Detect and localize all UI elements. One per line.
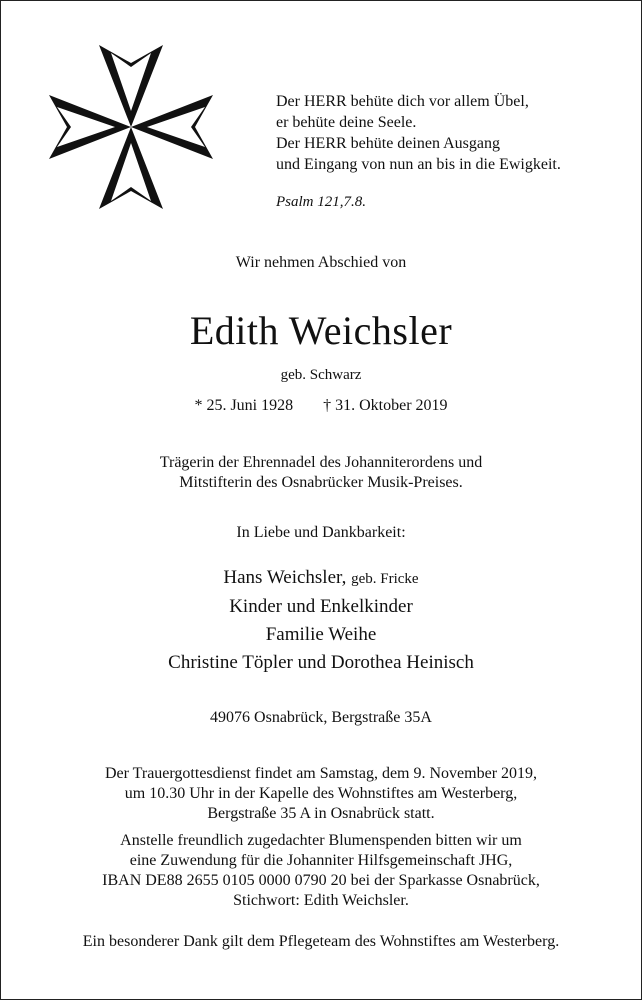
- donation-line: IBAN DE88 2655 0105 0000 0790 20 bei der Sparkasse Osnabrück,: [102, 872, 540, 889]
- deceased-name: Edith Weichsler: [189, 308, 453, 353]
- birth-date: * 25. Juni 1928: [194, 397, 294, 414]
- honors-text: [1, 453, 641, 493]
- maltese-cross-icon: [49, 45, 213, 209]
- life-dates: [1, 397, 641, 415]
- donation-line: Anstelle freundlich zugedachter Blumenspenden bitten wir um: [120, 832, 522, 849]
- mourner-maiden-name: geb. Fricke: [351, 571, 419, 587]
- service-line: Der Trauergottesdienst findet am Samstag, dem 9. November 2019,: [104, 765, 538, 782]
- bible-verse: [276, 91, 561, 175]
- verse-line: Der HERR behüte dich vor allem Übel,: [276, 93, 529, 110]
- donation-info: [1, 831, 641, 911]
- mourner-entry: [1, 564, 641, 593]
- verse-reference: Psalm 121,7.8.: [276, 194, 366, 210]
- verse-line: er behüte deine Seele.: [276, 114, 417, 131]
- mourner-entry: Kinder und Enkelkinder: [229, 596, 413, 617]
- verse-line: Der HERR behüte deinen Ausgang: [276, 135, 500, 152]
- maiden-name: geb. Schwarz: [280, 367, 362, 383]
- service-line: Bergstraße 35 A in Osnabrück statt.: [207, 805, 435, 822]
- family-address: 49076 Osnabrück, Bergstraße 35A: [210, 709, 432, 726]
- verse-line: und Eingang von nun an bis in die Ewigkeit.: [276, 156, 561, 173]
- gratitude-line: In Liebe und Dankbarkeit:: [236, 524, 406, 541]
- death-date: † 31. Oktober 2019: [323, 397, 448, 414]
- donation-line: eine Zuwendung für die Johanniter Hilfsgemeinschaft JHG,: [129, 852, 513, 869]
- intro-text: Wir nehmen Abschied von: [235, 254, 407, 271]
- mourner-name: Hans Weichsler,: [223, 567, 347, 588]
- mourner-entry: Familie Weihe: [265, 624, 377, 645]
- service-info: [1, 764, 641, 824]
- service-line: um 10.30 Uhr in der Kapelle des Wohnstiftes am Westerberg,: [124, 785, 518, 802]
- mourner-entry: Christine Töpler und Dorothea Heinisch: [168, 652, 474, 673]
- donation-line: Stichwort: Edith Weichsler.: [233, 892, 409, 909]
- mourners-list: [1, 564, 641, 677]
- honors-line: Trägerin der Ehrennadel des Johanniterordens und: [159, 454, 483, 471]
- honors-line: Mitstifterin des Osnabrücker Musik-Preises.: [179, 474, 463, 491]
- thanks-line: Ein besonderer Dank gilt dem Pflegeteam des Wohnstiftes am Westerberg.: [82, 933, 560, 950]
